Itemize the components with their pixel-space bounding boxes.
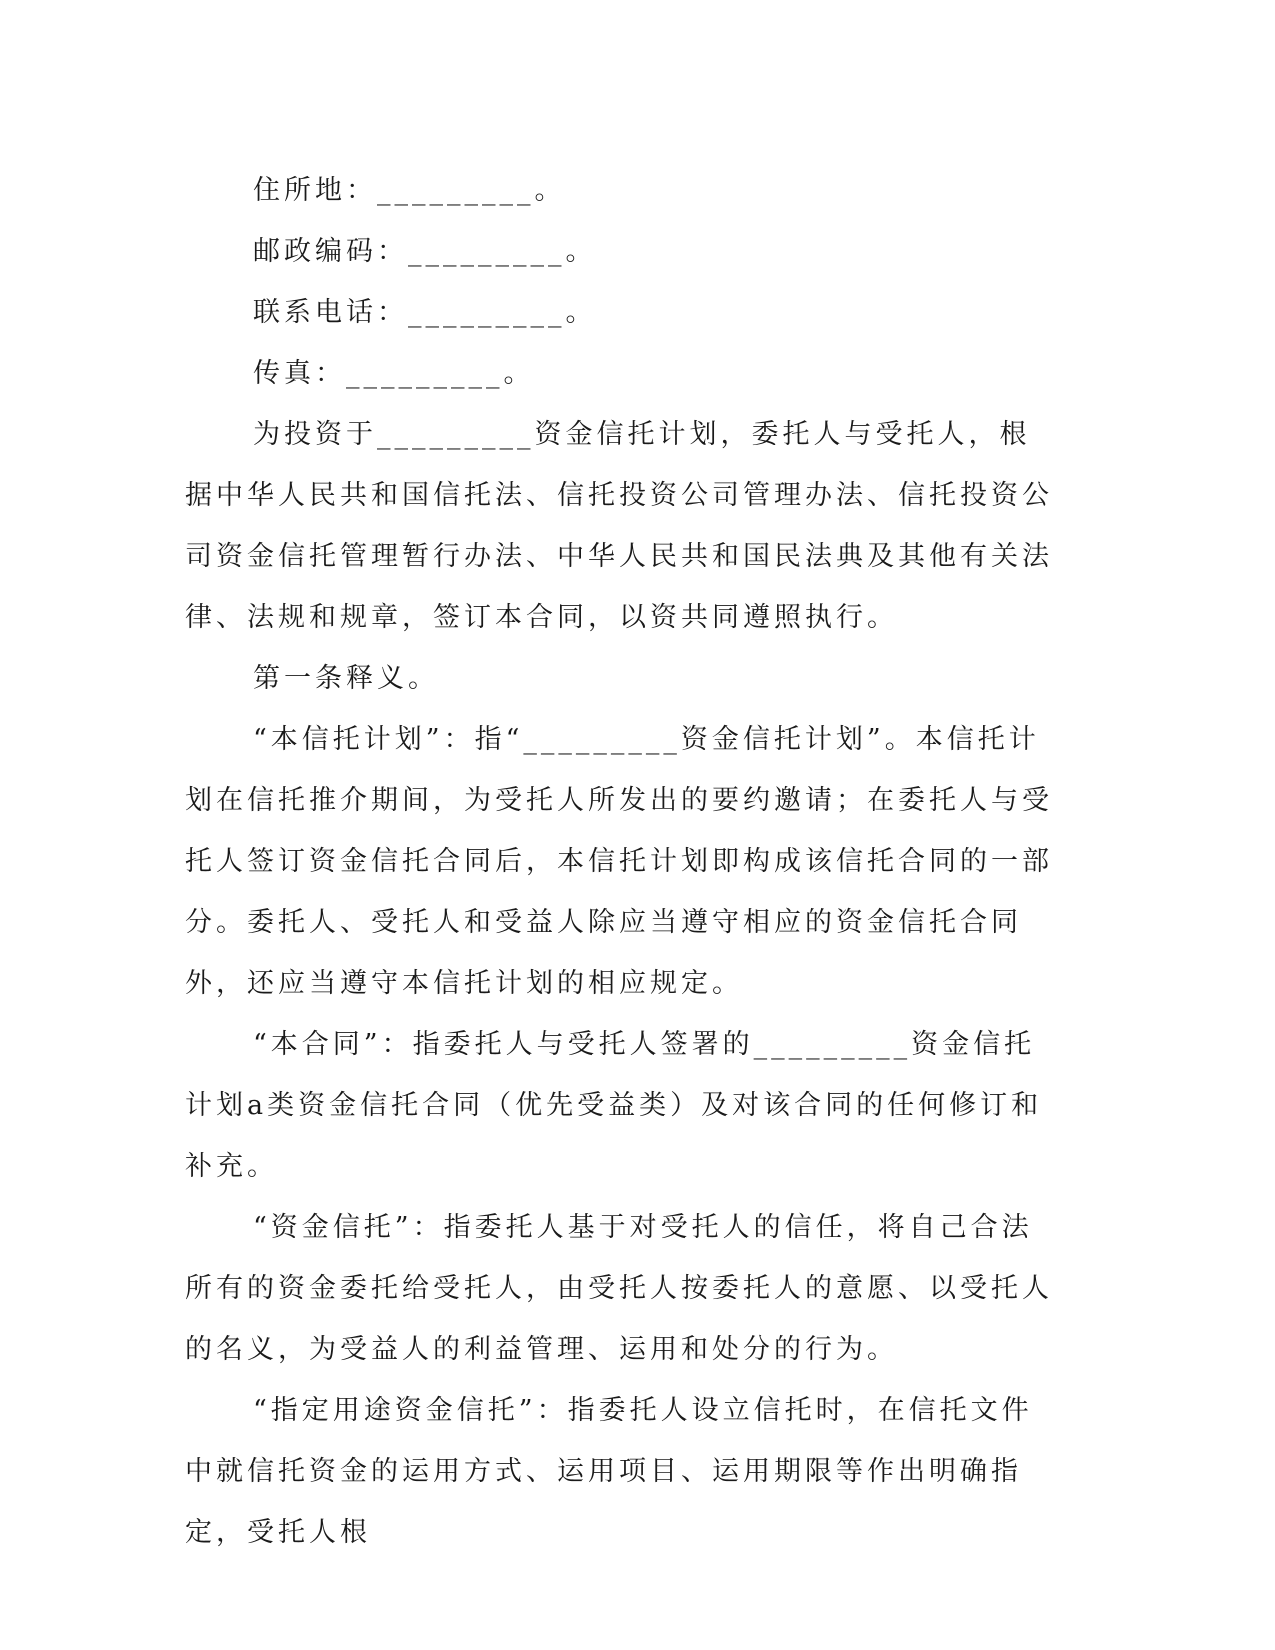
paragraph-fax: 传真：_________。 xyxy=(253,358,535,389)
paragraph-postcode: 邮政编码：_________。 xyxy=(253,236,597,267)
definition-designated-use-trust: “指定用途资金信托”：指委托人设立信托时，在信托文件中就信托资金的运用方式、运用项目、运用期限等作出明确指定，受托人根 xyxy=(185,1395,1033,1548)
paragraph-address: 住所地：_________。 xyxy=(253,175,566,206)
definition-trust-plan: “本信托计划”：指“_________资金信托计划”。本信托计划在信托推介期间，为受托人所发出的要约邀请；在委托人与受托人签订资金信托合同后，本信托计划即构成该信托合同的一部分。委托人、受托人和受益人除应当遵守相应的资金信托合同外，还应当遵守本信托计划的相应规定。 xyxy=(185,724,1053,999)
paragraph-phone: 联系电话：_________。 xyxy=(253,297,597,328)
definition-fund-trust: “资金信托”：指委托人基于对受托人的信任，将自己合法所有的资金委托给受托人，由受托人按委托人的意愿、以受托人的名义，为受益人的利益管理、运用和处分的行为。 xyxy=(185,1212,1053,1365)
definition-this-contract: “本合同”：指委托人与受托人签署的_________资金信托计划a类资金信托合同（优先受益类）及对该合同的任何修订和补充。 xyxy=(185,1029,1043,1182)
article-one-heading: 第一条释义。 xyxy=(253,663,439,694)
document-body xyxy=(185,160,1055,1563)
paragraph-preamble: 为投资于_________资金信托计划，委托人与受托人，根据中华人民共和国信托法、信托投资公司管理办法、信托投资公司资金信托管理暂行办法、中华人民共和国民法典及其他有关法律、法规和规章，签订本合同，以资共同遵照执行。 xyxy=(185,419,1053,633)
